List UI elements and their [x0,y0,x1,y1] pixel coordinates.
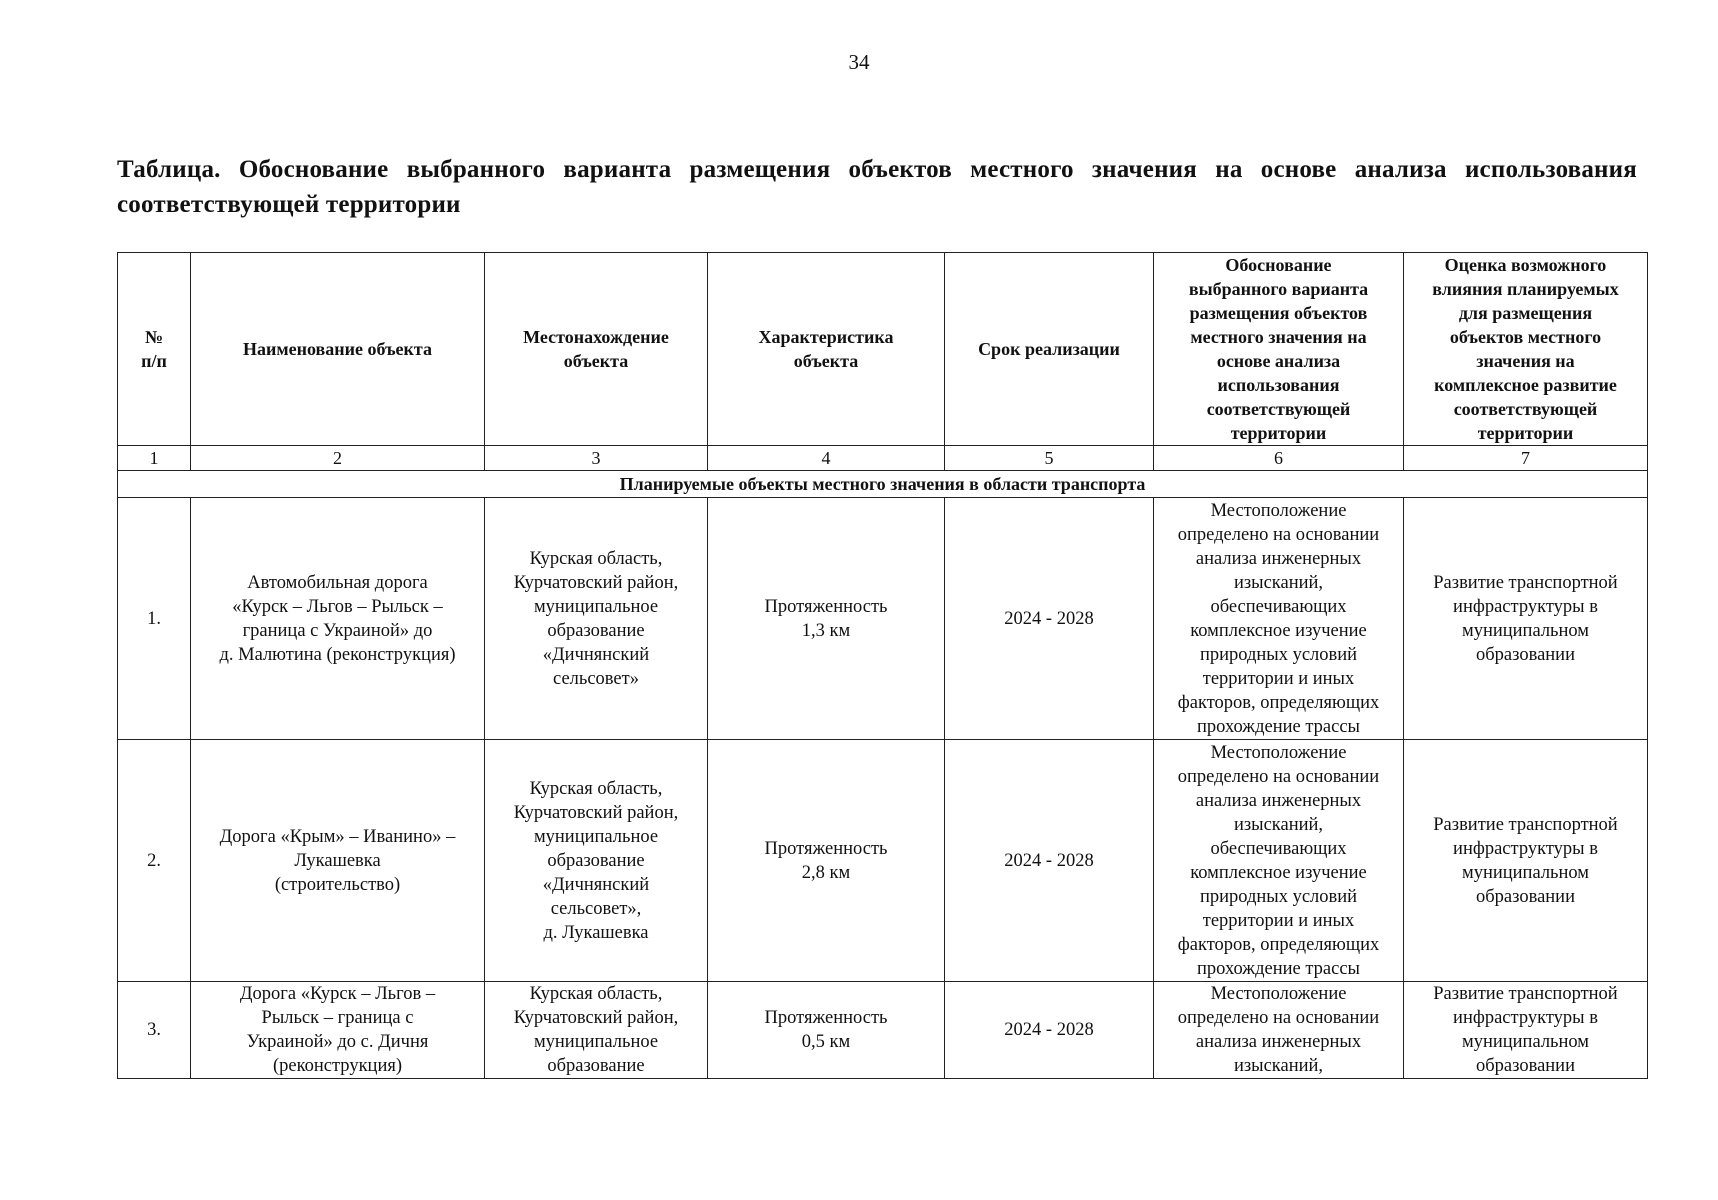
header-number: № п/п [118,253,191,446]
row-number: 2. [118,740,191,982]
object-location: Курская область, Курчатовский район, муниципальное образование «Дичнянский сельсовет» [485,498,708,740]
impact-assessment: Развитие транспортной инфраструктуры в муниципальном образовании [1404,740,1648,982]
column-number: 4 [708,446,945,471]
header-characteristic: Характеристика объекта [708,253,945,446]
row-number: 1. [118,498,191,740]
section-row [118,471,1648,498]
placement-justification: Местоположение определено на основании анализа инженерных изысканий, обеспечивающих комплексное изучение природных условий территории и иных факторов, определяющих прохождение трассы [1154,498,1404,740]
implementation-term: 2024 - 2028 [945,498,1154,740]
object-location: Курская область, Курчатовский район, муниципальное образование [485,982,708,1079]
column-number: 7 [1404,446,1648,471]
table-row [118,498,1648,740]
object-name: Дорога «Курск – Льгов – Рыльск – граница с Украиной» до с. Дичня (реконструкция) [191,982,485,1079]
object-characteristic: Протяженность 1,3 км [708,498,945,740]
implementation-term: 2024 - 2028 [945,982,1154,1079]
placement-justification: Местоположение определено на основании анализа инженерных изысканий, [1154,982,1404,1079]
row-number: 3. [118,982,191,1079]
object-name: Дорога «Крым» – Иванино» – Лукашевка (строительство) [191,740,485,982]
object-location: Курская область, Курчатовский район, муниципальное образование «Дичнянский сельсовет», д. Лукашевка [485,740,708,982]
impact-assessment: Развитие транспортной инфраструктуры в муниципальном образовании [1404,498,1648,740]
header-justification: Обоснование выбранного варианта размещения объектов местного значения на основе анализа использования соответствующей территории [1154,253,1404,446]
column-number: 2 [191,446,485,471]
header-assessment: Оценка возможного влияния планируемых для размещения объектов местного значения на комплексное развитие соответствующей территории [1404,253,1648,446]
placement-justification: Местоположение определено на основании анализа инженерных изысканий, обеспечивающих комплексное изучение природных условий территории и иных факторов, определяющих прохождение трассы [1154,740,1404,982]
document-title: Таблица. Обоснование выбранного варианта размещения объектов местного значения на основе анализа использования соответствующей территории [117,156,1637,218]
table-header-row [118,253,1648,446]
objects-table [117,252,1648,1079]
column-number: 6 [1154,446,1404,471]
object-characteristic: Протяженность 2,8 км [708,740,945,982]
implementation-term: 2024 - 2028 [945,740,1154,982]
impact-assessment: Развитие транспортной инфраструктуры в муниципальном образовании [1404,982,1648,1079]
header-location: Местонахождение объекта [485,253,708,446]
column-number: 3 [485,446,708,471]
object-characteristic: Протяженность 0,5 км [708,982,945,1079]
column-number: 1 [118,446,191,471]
table-row [118,982,1648,1079]
header-object-name: Наименование объекта [191,253,485,446]
table-row [118,740,1648,982]
column-number-row [118,446,1648,471]
object-name: Автомобильная дорога «Курск – Льгов – Рыльск – граница с Украиной» до д. Малютина (реконструкция) [191,498,485,740]
page-number: 34 [848,50,870,74]
section-title: Планируемые объекты местного значения в области транспорта [118,471,1648,498]
column-number: 5 [945,446,1154,471]
header-term: Срок реализации [945,253,1154,446]
